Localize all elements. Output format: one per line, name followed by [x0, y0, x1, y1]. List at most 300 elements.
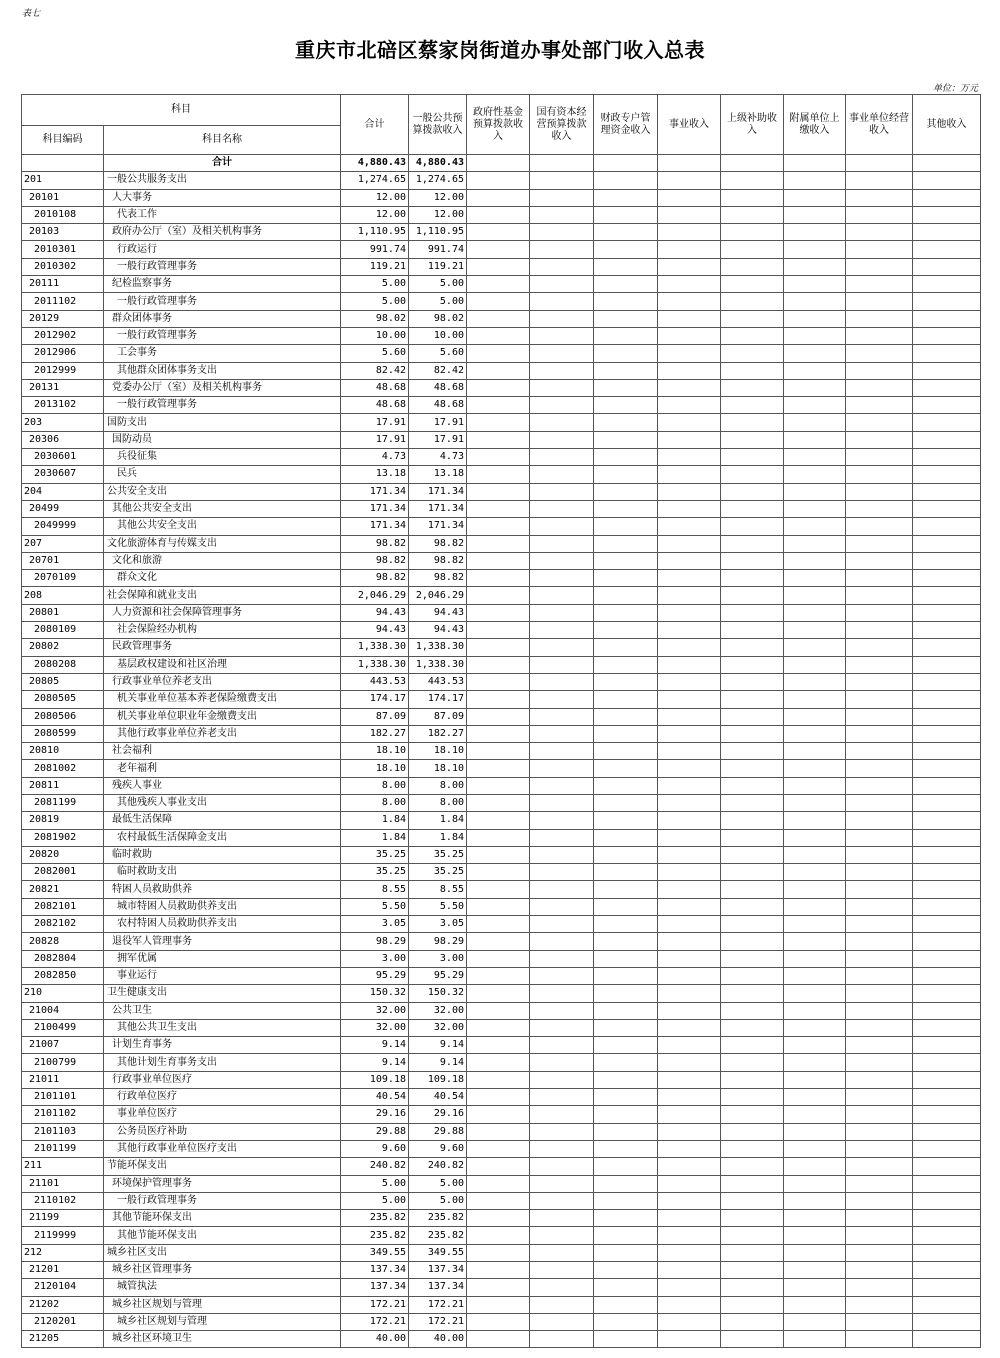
header-affiliated-units: 附属单位上缴收入: [784, 95, 846, 155]
empty-cell: [467, 864, 530, 881]
subject-name: 临时救助支出: [104, 864, 341, 881]
subject-code: 20499: [22, 500, 104, 517]
empty-cell: [658, 241, 721, 258]
empty-cell: [784, 812, 846, 829]
table-row: [22, 639, 981, 656]
subject-name: 文化和旅游: [104, 552, 341, 569]
subject-name: 群众团体事务: [104, 310, 341, 327]
empty-cell: [530, 1158, 594, 1175]
general-budget-value: 5.00: [409, 293, 467, 310]
empty-cell: [467, 587, 530, 604]
empty-cell: [784, 933, 846, 950]
empty-cell: [913, 933, 981, 950]
empty-cell: [784, 258, 846, 275]
subject-code: 2101199: [22, 1140, 104, 1157]
table-row: [22, 829, 981, 846]
empty-cell: [467, 276, 530, 293]
subject-code: 2012906: [22, 345, 104, 362]
general-budget-value: 109.18: [409, 1071, 467, 1088]
subject-name: 文化旅游体育与传媒支出: [104, 535, 341, 552]
empty-cell: [784, 760, 846, 777]
empty-cell: [784, 276, 846, 293]
empty-cell: [594, 673, 658, 690]
general-budget-value: 98.82: [409, 535, 467, 552]
subject-code: 21201: [22, 1262, 104, 1279]
empty-cell: [594, 898, 658, 915]
empty-cell: [846, 812, 913, 829]
empty-cell: [530, 276, 594, 293]
empty-cell: [658, 362, 721, 379]
table-row: [22, 224, 981, 241]
empty-cell: [658, 708, 721, 725]
subject-name: 卫生健康支出: [104, 985, 341, 1002]
subject-code: 21004: [22, 1002, 104, 1019]
table-row: [22, 881, 981, 898]
empty-cell: [784, 985, 846, 1002]
subject-code: 2082804: [22, 950, 104, 967]
empty-cell: [658, 1244, 721, 1261]
general-budget-value: 40.54: [409, 1089, 467, 1106]
empty-cell: [658, 500, 721, 517]
empty-cell: [913, 1123, 981, 1140]
subject-name: 党委办公厅（室）及相关机构事务: [104, 379, 341, 396]
general-budget-value: 29.16: [409, 1106, 467, 1123]
empty-cell: [784, 829, 846, 846]
empty-cell: [784, 1210, 846, 1227]
general-budget-value: 174.17: [409, 691, 467, 708]
subject-name: 老年福利: [104, 760, 341, 777]
empty-cell: [658, 898, 721, 915]
empty-cell: [846, 1262, 913, 1279]
empty-cell: [784, 570, 846, 587]
empty-cell: [530, 466, 594, 483]
table-row: [22, 1158, 981, 1175]
general-budget-value: 4.73: [409, 449, 467, 466]
subject-code: 2082101: [22, 898, 104, 915]
table-row: [22, 916, 981, 933]
empty-cell: [594, 604, 658, 621]
empty-cell: [846, 258, 913, 275]
empty-cell: [784, 379, 846, 396]
subject-code: 20129: [22, 310, 104, 327]
empty-cell: [594, 414, 658, 431]
empty-cell: [846, 224, 913, 241]
empty-cell: [721, 1037, 784, 1054]
general-budget-value: 3.05: [409, 916, 467, 933]
empty-cell: [658, 1037, 721, 1054]
general-budget-value: 3.00: [409, 950, 467, 967]
empty-cell: [658, 310, 721, 327]
empty-cell: [846, 1244, 913, 1261]
subject-code: 201: [22, 172, 104, 189]
empty-cell: [846, 449, 913, 466]
empty-cell: [594, 1158, 658, 1175]
empty-cell: [913, 1002, 981, 1019]
subject-name: 一般行政管理事务: [104, 397, 341, 414]
empty-cell: [594, 1054, 658, 1071]
empty-cell: [530, 552, 594, 569]
general-budget-value: 5.60: [409, 345, 467, 362]
empty-cell: [721, 518, 784, 535]
empty-cell: [530, 881, 594, 898]
empty-cell: [594, 500, 658, 517]
total-value: 1,274.65: [341, 172, 409, 189]
subject-code: 2049999: [22, 518, 104, 535]
subject-name: 工会事务: [104, 345, 341, 362]
header-other-income: 其他收入: [913, 95, 981, 155]
empty-cell: [721, 1089, 784, 1106]
subject-name: 一般行政管理事务: [104, 1192, 341, 1209]
empty-cell: [658, 1158, 721, 1175]
total-value: 48.68: [341, 379, 409, 396]
total-value: 10.00: [341, 327, 409, 344]
empty-cell: [594, 397, 658, 414]
subject-name: 城乡社区规划与管理: [104, 1313, 341, 1330]
empty-cell: [784, 224, 846, 241]
subject-code: 2070109: [22, 570, 104, 587]
empty-cell: [784, 1054, 846, 1071]
empty-cell: [721, 345, 784, 362]
table-row: [22, 743, 981, 760]
subject-code: 2030607: [22, 466, 104, 483]
empty-cell: [913, 241, 981, 258]
subject-code: 2080208: [22, 656, 104, 673]
general-budget-value: 443.53: [409, 673, 467, 690]
empty-cell: [594, 1279, 658, 1296]
empty-cell: [530, 950, 594, 967]
total-value: 8.00: [341, 794, 409, 811]
empty-cell: [913, 1089, 981, 1106]
empty-cell: [913, 916, 981, 933]
total-value: 17.91: [341, 414, 409, 431]
empty-cell: [846, 898, 913, 915]
empty-cell: [530, 155, 594, 172]
empty-cell: [913, 1279, 981, 1296]
empty-cell: [594, 760, 658, 777]
general-budget-value: 40.00: [409, 1331, 467, 1348]
empty-cell: [658, 760, 721, 777]
empty-cell: [467, 1002, 530, 1019]
empty-cell: [467, 881, 530, 898]
empty-cell: [913, 293, 981, 310]
empty-cell: [658, 1296, 721, 1313]
empty-cell: [658, 1175, 721, 1192]
empty-cell: [530, 639, 594, 656]
empty-cell: [784, 604, 846, 621]
empty-cell: [846, 1192, 913, 1209]
empty-cell: [658, 1054, 721, 1071]
subject-name: 群众文化: [104, 570, 341, 587]
empty-cell: [658, 414, 721, 431]
empty-cell: [721, 898, 784, 915]
subject-code: 2080506: [22, 708, 104, 725]
general-budget-value: 5.50: [409, 898, 467, 915]
empty-cell: [530, 898, 594, 915]
empty-cell: [913, 1210, 981, 1227]
subject-code: 2030601: [22, 449, 104, 466]
empty-cell: [721, 673, 784, 690]
empty-cell: [721, 1227, 784, 1244]
empty-cell: [913, 500, 981, 517]
total-value: 1,338.30: [341, 639, 409, 656]
general-budget-value: 87.09: [409, 708, 467, 725]
empty-cell: [658, 293, 721, 310]
empty-cell: [594, 449, 658, 466]
empty-cell: [658, 258, 721, 275]
empty-cell: [530, 483, 594, 500]
total-value: 40.54: [341, 1089, 409, 1106]
empty-cell: [594, 1192, 658, 1209]
subject-name: 国防动员: [104, 431, 341, 448]
general-budget-value: 9.60: [409, 1140, 467, 1157]
empty-cell: [721, 552, 784, 569]
empty-cell: [913, 794, 981, 811]
empty-cell: [594, 1002, 658, 1019]
empty-cell: [721, 1331, 784, 1348]
empty-cell: [913, 414, 981, 431]
empty-cell: [913, 362, 981, 379]
general-budget-value: 5.00: [409, 1175, 467, 1192]
subject-name: 城管执法: [104, 1279, 341, 1296]
empty-cell: [658, 691, 721, 708]
empty-cell: [658, 1313, 721, 1330]
general-budget-value: 9.14: [409, 1054, 467, 1071]
empty-cell: [721, 1140, 784, 1157]
table-row: [22, 189, 981, 206]
empty-cell: [658, 881, 721, 898]
empty-cell: [784, 1106, 846, 1123]
table-row: [22, 258, 981, 275]
empty-cell: [530, 1019, 594, 1036]
subject-code: 2012999: [22, 362, 104, 379]
empty-cell: [846, 327, 913, 344]
subject-code: 2101102: [22, 1106, 104, 1123]
empty-cell: [913, 1244, 981, 1261]
empty-cell: [594, 639, 658, 656]
total-value: 171.34: [341, 483, 409, 500]
empty-cell: [658, 466, 721, 483]
subject-name: 代表工作: [104, 206, 341, 223]
empty-cell: [784, 1158, 846, 1175]
empty-cell: [846, 1279, 913, 1296]
empty-cell: [913, 950, 981, 967]
empty-cell: [467, 570, 530, 587]
empty-cell: [846, 656, 913, 673]
empty-cell: [784, 691, 846, 708]
empty-cell: [530, 327, 594, 344]
general-budget-value: 150.32: [409, 985, 467, 1002]
total-value: 32.00: [341, 1019, 409, 1036]
general-budget-value: 13.18: [409, 466, 467, 483]
subject-code: 2080505: [22, 691, 104, 708]
empty-cell: [721, 846, 784, 863]
empty-cell: [594, 1089, 658, 1106]
subject-code: 2012902: [22, 327, 104, 344]
subject-name: 事业运行: [104, 967, 341, 984]
subject-name: 行政事业单位养老支出: [104, 673, 341, 690]
total-value: 109.18: [341, 1071, 409, 1088]
empty-cell: [913, 743, 981, 760]
empty-cell: [721, 1123, 784, 1140]
general-budget-value: 17.91: [409, 431, 467, 448]
empty-cell: [721, 743, 784, 760]
unit-label: 单位：万元: [932, 84, 978, 94]
table-row: [22, 327, 981, 344]
empty-cell: [467, 414, 530, 431]
total-value: 5.00: [341, 1175, 409, 1192]
empty-cell: [594, 1106, 658, 1123]
general-budget-value: 29.88: [409, 1123, 467, 1140]
empty-cell: [467, 379, 530, 396]
empty-cell: [530, 310, 594, 327]
empty-cell: [846, 1210, 913, 1227]
empty-cell: [594, 1019, 658, 1036]
empty-cell: [467, 224, 530, 241]
general-budget-value: 349.55: [409, 1244, 467, 1261]
empty-cell: [594, 206, 658, 223]
empty-cell: [467, 155, 530, 172]
subject-name: 公共安全支出: [104, 483, 341, 500]
empty-cell: [913, 725, 981, 742]
empty-cell: [846, 1054, 913, 1071]
general-budget-value: 137.34: [409, 1279, 467, 1296]
empty-cell: [467, 1313, 530, 1330]
empty-cell: [784, 916, 846, 933]
empty-cell: [846, 466, 913, 483]
empty-cell: [467, 1262, 530, 1279]
empty-cell: [530, 397, 594, 414]
empty-cell: [846, 431, 913, 448]
empty-cell: [784, 881, 846, 898]
empty-cell: [721, 708, 784, 725]
empty-cell: [594, 1296, 658, 1313]
subject-code: 20820: [22, 846, 104, 863]
empty-cell: [658, 604, 721, 621]
empty-cell: [530, 829, 594, 846]
empty-cell: [721, 293, 784, 310]
empty-cell: [784, 725, 846, 742]
table-row: [22, 362, 981, 379]
empty-cell: [846, 587, 913, 604]
empty-cell: [913, 397, 981, 414]
empty-cell: [658, 172, 721, 189]
subject-name: 民兵: [104, 466, 341, 483]
empty-cell: [658, 1123, 721, 1140]
empty-cell: [784, 1279, 846, 1296]
empty-cell: [530, 449, 594, 466]
empty-cell: [784, 327, 846, 344]
subject-code: 21007: [22, 1037, 104, 1054]
subject-name: 行政单位医疗: [104, 1089, 341, 1106]
table-row: [22, 345, 981, 362]
empty-cell: [721, 587, 784, 604]
empty-cell: [784, 518, 846, 535]
total-value: 235.82: [341, 1210, 409, 1227]
empty-cell: [530, 725, 594, 742]
total-value: 171.34: [341, 518, 409, 535]
subject-name: 人大事务: [104, 189, 341, 206]
subject-code: 20821: [22, 881, 104, 898]
empty-cell: [530, 604, 594, 621]
general-budget-value: 98.82: [409, 552, 467, 569]
empty-cell: [658, 1279, 721, 1296]
empty-cell: [913, 639, 981, 656]
empty-cell: [594, 812, 658, 829]
total-value: 2,046.29: [341, 587, 409, 604]
subject-name: 城乡社区支出: [104, 1244, 341, 1261]
empty-cell: [467, 1296, 530, 1313]
empty-cell: [846, 604, 913, 621]
subject-name: 一般行政管理事务: [104, 293, 341, 310]
total-value: 82.42: [341, 362, 409, 379]
empty-cell: [846, 1331, 913, 1348]
table-row: [22, 1262, 981, 1279]
empty-cell: [721, 414, 784, 431]
empty-cell: [721, 812, 784, 829]
empty-cell: [913, 518, 981, 535]
empty-cell: [467, 449, 530, 466]
total-value: 35.25: [341, 864, 409, 881]
subject-code: 21205: [22, 1331, 104, 1348]
empty-cell: [467, 916, 530, 933]
empty-cell: [721, 276, 784, 293]
empty-cell: [467, 1192, 530, 1209]
empty-cell: [658, 552, 721, 569]
empty-cell: [530, 345, 594, 362]
empty-cell: [467, 1227, 530, 1244]
empty-cell: [467, 362, 530, 379]
general-budget-value: 5.00: [409, 1192, 467, 1209]
total-value: 137.34: [341, 1262, 409, 1279]
total-value: 137.34: [341, 1279, 409, 1296]
empty-cell: [721, 794, 784, 811]
subject-code: 2082102: [22, 916, 104, 933]
empty-cell: [658, 397, 721, 414]
empty-cell: [594, 777, 658, 794]
general-budget-value: 1.84: [409, 829, 467, 846]
empty-cell: [721, 691, 784, 708]
total-row: [22, 155, 981, 172]
empty-cell: [467, 622, 530, 639]
general-budget-value: 48.68: [409, 379, 467, 396]
empty-cell: [658, 570, 721, 587]
empty-cell: [721, 1210, 784, 1227]
empty-cell: [530, 1002, 594, 1019]
empty-cell: [846, 933, 913, 950]
empty-cell: [846, 310, 913, 327]
empty-cell: [658, 224, 721, 241]
empty-cell: [721, 362, 784, 379]
subject-name: 环境保护管理事务: [104, 1175, 341, 1192]
empty-cell: [467, 1279, 530, 1296]
total-value: 991.74: [341, 241, 409, 258]
subject-code: 204: [22, 483, 104, 500]
empty-cell: [784, 708, 846, 725]
empty-cell: [784, 1244, 846, 1261]
empty-cell: [658, 1019, 721, 1036]
empty-cell: [913, 673, 981, 690]
empty-cell: [658, 656, 721, 673]
subject-name: 人力资源和社会保障管理事务: [104, 604, 341, 621]
empty-cell: [594, 708, 658, 725]
empty-cell: [594, 224, 658, 241]
subject-name: 城乡社区规划与管理: [104, 1296, 341, 1313]
total-value: 9.60: [341, 1140, 409, 1157]
empty-cell: [846, 570, 913, 587]
subject-code: 20805: [22, 673, 104, 690]
empty-cell: [846, 293, 913, 310]
empty-cell: [846, 1071, 913, 1088]
